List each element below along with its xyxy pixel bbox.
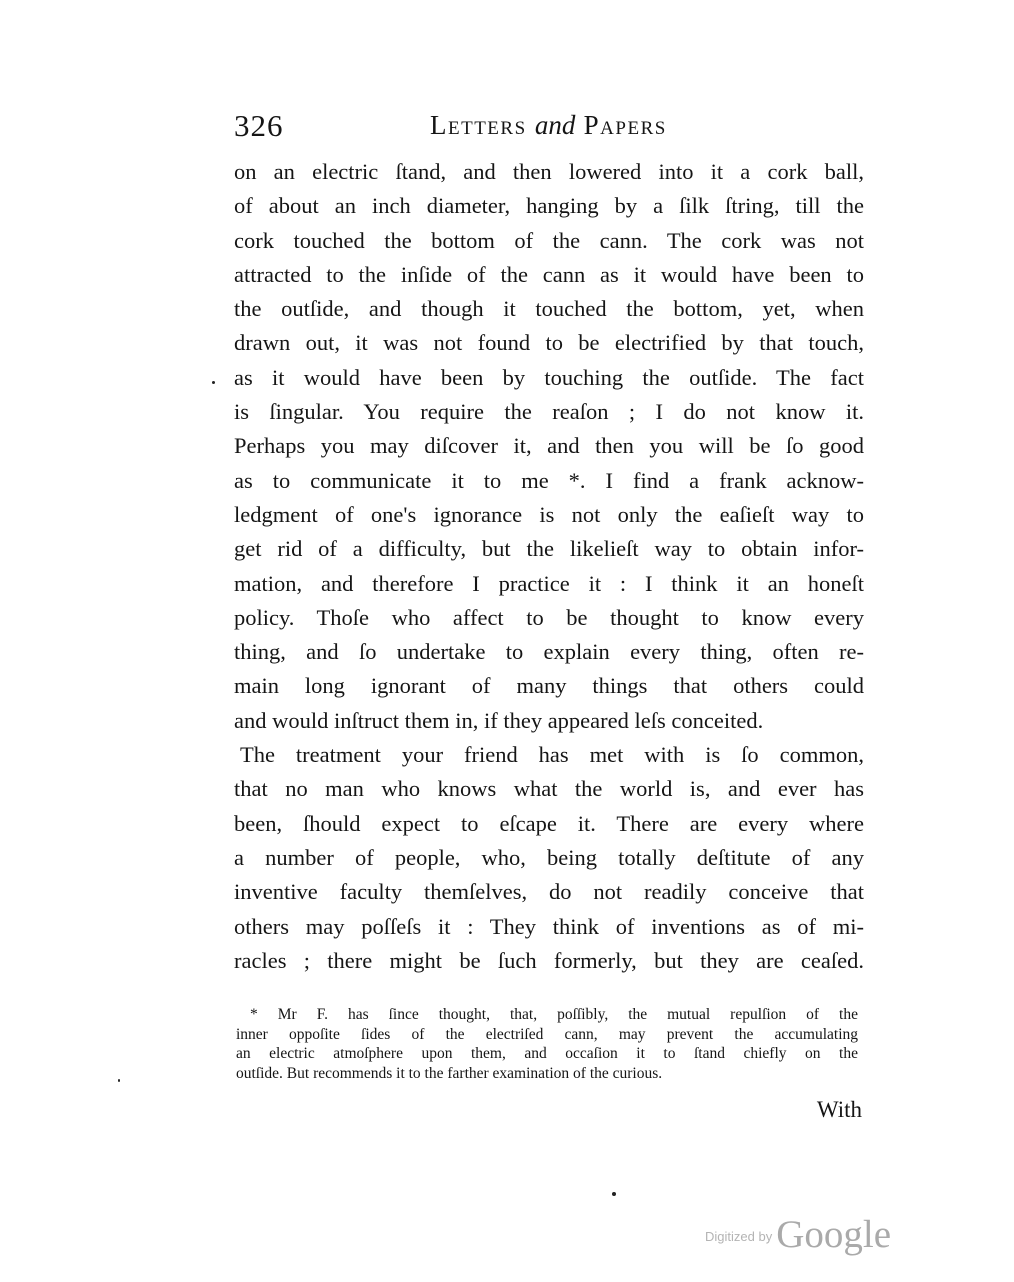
ink-speck — [212, 381, 215, 384]
text-line: thing, and ſo undertake to explain every thing, often re- — [234, 639, 864, 665]
footnote-line: an electric atmoſphere upon them, and occaſion it to ſtand chiefly on the — [236, 1045, 858, 1063]
text-line: inventive faculty themſelves, do not readily conceive that — [234, 879, 864, 905]
footnote-line: outſide. But recommends it to the farther examination of the curious. — [236, 1064, 663, 1082]
text-line: that no man who knows what the world is, and ever has — [234, 776, 864, 802]
text-line: policy. Thoſe who affect to be thought to know every — [234, 604, 864, 630]
text-line: been, ſhould expect to eſcape it. There are every where — [234, 810, 864, 836]
text-line: as to communicate it to me *. I find a frank acknow- — [234, 467, 864, 493]
text-line: mation, and therefore I practice it : I think it an honeſt — [234, 570, 864, 596]
ink-speck — [612, 1192, 616, 1196]
main-text — [234, 155, 864, 978]
text-line: drawn out, it was not found to be electrified by that touch, — [234, 330, 864, 356]
text-line: ledgment of one's ignorance is not only the eaſieſt way to — [234, 501, 864, 527]
watermark-prefix: Digitized by — [705, 1229, 773, 1244]
text-line: main long ignorant of many things that others could — [234, 673, 864, 699]
text-line: racles ; there might be ſuch formerly, but they are ceaſed. — [234, 947, 864, 973]
text-line: of about an inch diameter, hanging by a ſilk ſtring, till the — [234, 193, 864, 219]
page-header — [234, 108, 860, 148]
text-line: as it would have been by touching the outſide. The fact — [234, 364, 864, 390]
running-head — [430, 110, 667, 141]
running-head-and: and — [534, 110, 576, 140]
google-logo: Google — [776, 1213, 892, 1256]
text-line: Perhaps you may diſcover it, and then you will be ſo good — [234, 433, 864, 459]
text-line: a number of people, who, being totally deſtitute of any — [234, 844, 864, 870]
footnote — [236, 1005, 858, 1083]
page-number: 326 — [234, 108, 284, 143]
text-line: get rid of a difficulty, but the likelieſt way to obtain infor- — [234, 536, 864, 562]
text-line: the outſide, and though it touched the bottom, yet, when — [234, 296, 864, 322]
text-line: others may poſſeſs it : They think of inventions as of mi- — [234, 913, 864, 939]
text-line: The treatment your friend has met with is ſo common, — [240, 742, 864, 768]
ink-speck — [118, 1079, 120, 1082]
catchword: With — [816, 1097, 862, 1122]
text-line: cork touched the bottom of the cann. The cork was not — [234, 227, 864, 253]
text-line: on an electric ſtand, and then lowered into it a cork ball, — [234, 159, 864, 184]
digitized-watermark — [705, 1212, 891, 1257]
text-line: and would inſtruct them in, if they appeared leſs conceited. — [234, 707, 764, 733]
running-head-papers: Papers — [575, 110, 667, 140]
text-line: is ſingular. You require the reaſon ; I do not know it. — [234, 399, 864, 425]
footnote-line: * Mr F. has ſince thought, that, poſſibly, the mutual repulſion of the — [250, 1006, 858, 1023]
text-line: attracted to the inſide of the cann as it would have been to — [234, 261, 864, 287]
running-head-letters: Letters — [430, 110, 535, 140]
footnote-line: inner oppoſite ſides of the electriſed cann, may prevent the accumulating — [236, 1025, 858, 1043]
